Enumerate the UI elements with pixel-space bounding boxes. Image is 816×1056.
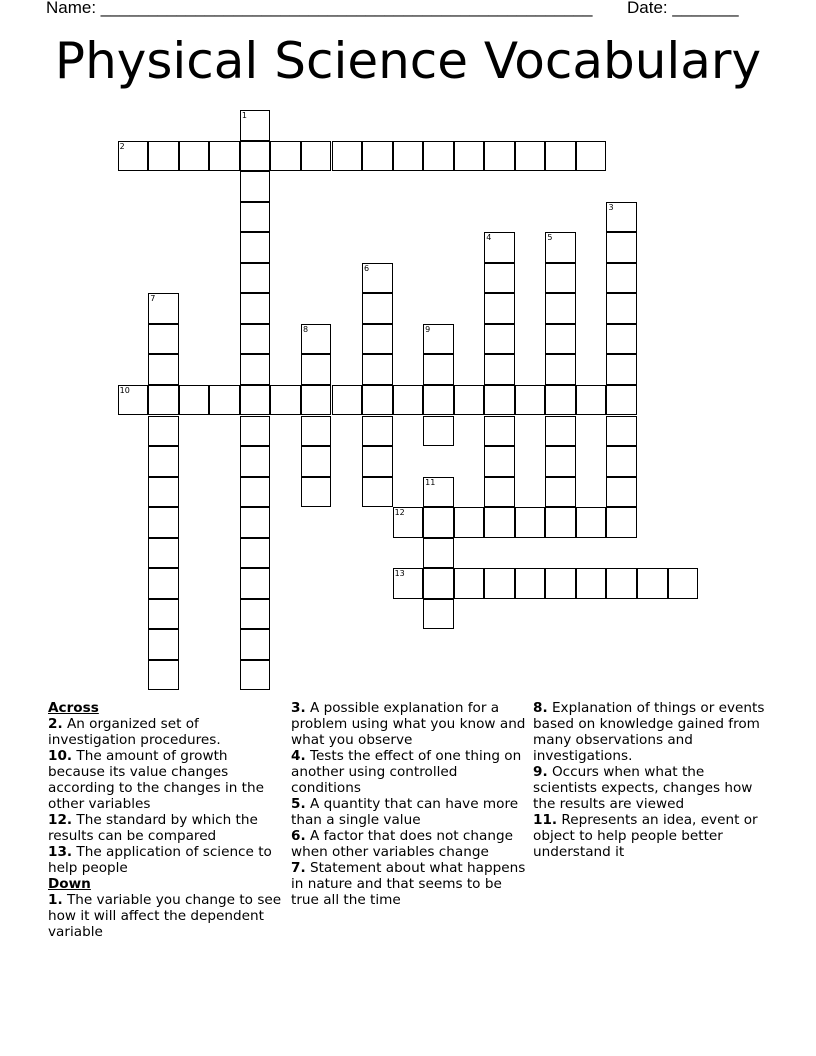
grid-cell[interactable] xyxy=(240,385,271,416)
clue-number: 9 xyxy=(425,324,431,334)
clue-item xyxy=(48,748,284,812)
clue-number: 5 xyxy=(547,233,553,243)
clue-number: 12. xyxy=(48,812,73,828)
grid-cell[interactable] xyxy=(484,263,515,294)
grid-cell[interactable] xyxy=(362,446,393,477)
clue-item xyxy=(291,828,527,860)
grid-cell[interactable] xyxy=(240,171,271,202)
grid-cell[interactable] xyxy=(484,507,515,538)
clue-text: Occurs when what the scientists expects, changes how the results are viewed xyxy=(533,764,753,812)
grid-cell[interactable] xyxy=(515,141,546,172)
grid-cell[interactable] xyxy=(240,324,271,355)
grid-cell[interactable] xyxy=(484,293,515,324)
grid-cell[interactable] xyxy=(484,446,515,477)
grid-cell[interactable] xyxy=(240,507,271,538)
clue-number: 4. xyxy=(291,748,306,764)
grid-cell[interactable] xyxy=(148,507,179,538)
clue-text: Explanation of things or events based on knowledge gained from many observations and investigations. xyxy=(533,700,765,764)
clue-number: 13 xyxy=(394,569,405,579)
clue-number: 4 xyxy=(486,233,492,243)
clue-text: Tests the effect of one thing on another using controlled conditions xyxy=(291,748,522,796)
grid-cell[interactable] xyxy=(148,141,179,172)
grid-cell[interactable] xyxy=(423,538,454,569)
name-field-label: Name: ____________________________________________________ xyxy=(46,0,593,17)
grid-cell[interactable] xyxy=(270,141,301,172)
grid-cell[interactable] xyxy=(393,385,424,416)
grid-cell[interactable] xyxy=(606,446,637,477)
grid-cell[interactable] xyxy=(454,385,485,416)
grid-cell[interactable] xyxy=(484,477,515,508)
grid-cell[interactable] xyxy=(484,354,515,385)
grid-cell[interactable] xyxy=(240,141,271,172)
grid-cell[interactable] xyxy=(545,416,576,447)
grid-cell[interactable] xyxy=(362,354,393,385)
grid-cell[interactable] xyxy=(515,507,546,538)
clue-text: A factor that does not change when other variables change xyxy=(291,828,513,860)
grid-cell[interactable] xyxy=(362,416,393,447)
clue-number: 6. xyxy=(291,828,306,844)
grid-cell[interactable] xyxy=(148,324,179,355)
grid-cell[interactable] xyxy=(301,446,332,477)
grid-cell[interactable] xyxy=(148,599,179,630)
grid-cell[interactable] xyxy=(332,141,363,172)
grid-cell[interactable] xyxy=(606,507,637,538)
grid-cell[interactable] xyxy=(606,324,637,355)
grid-cell[interactable] xyxy=(545,293,576,324)
clue-item xyxy=(291,860,527,908)
grid-cell[interactable] xyxy=(148,293,179,324)
grid-cell[interactable] xyxy=(148,385,179,416)
grid-cell[interactable] xyxy=(240,599,271,630)
grid-cell[interactable] xyxy=(545,446,576,477)
grid-cell[interactable] xyxy=(148,416,179,447)
grid-cell[interactable] xyxy=(515,385,546,416)
grid-cell[interactable] xyxy=(240,354,271,385)
clue-number: 2. xyxy=(48,716,63,732)
grid-cell[interactable] xyxy=(393,507,424,538)
grid-cell[interactable] xyxy=(118,141,149,172)
grid-cell[interactable] xyxy=(362,141,393,172)
clue-item xyxy=(291,748,527,796)
grid-cell[interactable] xyxy=(240,293,271,324)
grid-cell[interactable] xyxy=(393,141,424,172)
grid-cell[interactable] xyxy=(454,507,485,538)
grid-cell[interactable] xyxy=(606,232,637,263)
grid-cell[interactable] xyxy=(484,324,515,355)
grid-cell[interactable] xyxy=(423,416,454,447)
grid-cell[interactable] xyxy=(148,538,179,569)
grid-cell[interactable] xyxy=(423,507,454,538)
clue-item xyxy=(533,812,769,860)
grid-cell[interactable] xyxy=(362,324,393,355)
clues-column-1 xyxy=(48,700,284,940)
grid-cell[interactable] xyxy=(240,629,271,660)
clue-text: An organized set of investigation procedures. xyxy=(48,716,221,748)
grid-cell[interactable] xyxy=(240,202,271,233)
grid-cell[interactable] xyxy=(423,354,454,385)
grid-cell[interactable] xyxy=(484,232,515,263)
clue-number: 6 xyxy=(364,263,370,273)
grid-cell[interactable] xyxy=(362,385,393,416)
clue-number: 1 xyxy=(241,111,247,120)
page-title: Physical Science Vocabulary xyxy=(54,32,762,90)
grid-cell[interactable] xyxy=(545,385,576,416)
grid-cell[interactable] xyxy=(148,446,179,477)
clue-number: 1. xyxy=(48,892,63,908)
grid-cell[interactable] xyxy=(240,538,271,569)
clue-item xyxy=(48,812,284,844)
grid-cell[interactable] xyxy=(423,477,454,508)
grid-cell[interactable] xyxy=(423,568,454,599)
clue-item xyxy=(291,700,527,748)
grid-cell[interactable] xyxy=(240,446,271,477)
grid-cell[interactable] xyxy=(148,354,179,385)
grid-cell[interactable] xyxy=(179,385,210,416)
grid-cell[interactable] xyxy=(606,263,637,294)
grid-cell[interactable] xyxy=(240,232,271,263)
grid-cell[interactable] xyxy=(545,232,576,263)
date-field-label: Date: _______ xyxy=(627,0,739,17)
grid-cell[interactable] xyxy=(484,385,515,416)
grid-cell[interactable] xyxy=(576,385,607,416)
clue-text: Statement about what happens in nature and that seems to be true all the time xyxy=(291,860,526,908)
grid-cell[interactable] xyxy=(576,141,607,172)
grid-cell[interactable] xyxy=(606,354,637,385)
clue-number: 2 xyxy=(119,141,125,151)
clue-number: 10 xyxy=(119,385,130,395)
grid-cell[interactable] xyxy=(148,477,179,508)
clue-number: 3. xyxy=(291,700,306,716)
grid-cell[interactable] xyxy=(240,110,271,141)
clue-text: The standard by which the results can be compared xyxy=(48,812,258,844)
grid-cell[interactable] xyxy=(362,293,393,324)
clue-item xyxy=(48,716,284,748)
clue-text: The amount of growth because its value changes according to the changes in the other variables xyxy=(48,748,264,812)
grid-cell[interactable] xyxy=(301,141,332,172)
clue-number: 3 xyxy=(608,202,614,212)
grid-cell[interactable] xyxy=(515,568,546,599)
grid-cell[interactable] xyxy=(301,385,332,416)
grid-cell[interactable] xyxy=(606,385,637,416)
clue-number: 10. xyxy=(48,748,73,764)
clue-number: 8 xyxy=(302,324,309,334)
grid-cell[interactable] xyxy=(484,141,515,172)
grid-cell[interactable] xyxy=(240,416,271,447)
clue-number: 11 xyxy=(425,477,436,487)
grid-cell[interactable] xyxy=(148,660,179,691)
clue-number: 13. xyxy=(48,844,73,860)
grid-cell[interactable] xyxy=(423,324,454,355)
clue-item xyxy=(533,764,769,812)
clue-number: 7 xyxy=(150,294,156,304)
grid-cell[interactable] xyxy=(484,416,515,447)
grid-cell[interactable] xyxy=(301,354,332,385)
grid-cell[interactable] xyxy=(270,385,301,416)
grid-cell[interactable] xyxy=(148,629,179,660)
grid-cell[interactable] xyxy=(362,263,393,294)
grid-cell[interactable] xyxy=(545,568,576,599)
grid-cell[interactable] xyxy=(606,293,637,324)
grid-cell[interactable] xyxy=(179,141,210,172)
grid-cell[interactable] xyxy=(423,599,454,630)
grid-cell[interactable] xyxy=(209,141,240,172)
clue-item xyxy=(48,844,284,876)
grid-cell[interactable] xyxy=(576,507,607,538)
clue-number: 12 xyxy=(394,508,405,518)
grid-cell[interactable] xyxy=(454,568,485,599)
clues-heading: Down xyxy=(48,876,91,892)
clue-item xyxy=(291,796,527,828)
grid-cell[interactable] xyxy=(606,416,637,447)
clue-text: Represents an idea, event or object to help people better understand it xyxy=(533,812,758,860)
grid-cell[interactable] xyxy=(301,416,332,447)
clue-item xyxy=(533,700,769,764)
clue-text: The variable you change to see how it will affect the dependent variable xyxy=(48,892,282,940)
grid-cell[interactable] xyxy=(545,354,576,385)
grid-cell[interactable] xyxy=(454,141,485,172)
clue-text: The application of science to help people xyxy=(48,844,272,876)
grid-cell[interactable] xyxy=(301,477,332,508)
clues-column-2 xyxy=(291,700,527,908)
grid-cell[interactable] xyxy=(148,568,179,599)
grid-cell[interactable] xyxy=(240,263,271,294)
grid-cell[interactable] xyxy=(423,141,454,172)
clue-item xyxy=(48,892,284,940)
grid-cell[interactable] xyxy=(545,141,576,172)
grid-cell[interactable] xyxy=(240,568,271,599)
clue-number: 11. xyxy=(533,812,558,828)
clues-column-3 xyxy=(533,700,769,860)
grid-cell[interactable] xyxy=(240,660,271,691)
grid-cell[interactable] xyxy=(484,568,515,599)
clue-number: 5. xyxy=(291,796,306,812)
grid-cell[interactable] xyxy=(545,507,576,538)
grid-cell[interactable] xyxy=(240,477,271,508)
grid-cell[interactable] xyxy=(545,263,576,294)
grid-cell[interactable] xyxy=(668,568,699,599)
grid-cell[interactable] xyxy=(301,324,332,355)
grid-cell[interactable] xyxy=(606,477,637,508)
clue-text: A possible explanation for a problem using what you know and what you observe xyxy=(291,700,526,748)
grid-cell[interactable] xyxy=(606,202,637,233)
grid-cell[interactable] xyxy=(362,477,393,508)
clue-text: A quantity that can have more than a single value xyxy=(291,796,519,828)
grid-cell[interactable] xyxy=(637,568,668,599)
grid-cell[interactable] xyxy=(332,385,363,416)
grid-cell[interactable] xyxy=(118,385,149,416)
grid-cell[interactable] xyxy=(545,324,576,355)
grid-cell[interactable] xyxy=(606,568,637,599)
grid-cell[interactable] xyxy=(545,477,576,508)
grid-cell[interactable] xyxy=(576,568,607,599)
clues-heading: Across xyxy=(48,700,99,716)
clue-number: 9. xyxy=(533,764,548,780)
grid-cell[interactable] xyxy=(423,385,454,416)
grid-cell[interactable] xyxy=(393,568,424,599)
grid-cell[interactable] xyxy=(209,385,240,416)
clue-number: 8. xyxy=(533,700,548,716)
clue-number: 7. xyxy=(291,860,306,876)
